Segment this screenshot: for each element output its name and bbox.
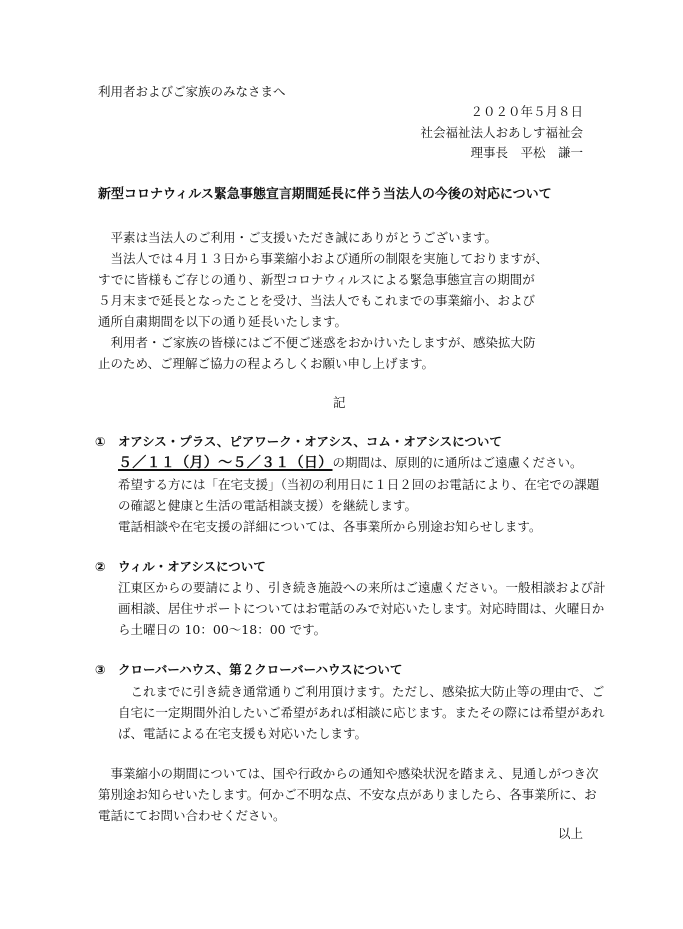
end-mark: 以上 xyxy=(557,826,583,841)
section-2-number: ② xyxy=(95,559,106,574)
section-2-line: ら土曜日の 10：00～18：00 です。 xyxy=(118,622,327,637)
section-3-number: ③ xyxy=(95,662,106,677)
closure-period-suffix: の期間は、原則的に通所はご遠慮ください。 xyxy=(332,455,583,470)
intro-line: ５月末まで延長となったことを受け、当法人でもこれまでの事業縮小、および xyxy=(98,293,536,308)
signer-name: 理事長 平松 謙一 xyxy=(470,145,583,160)
intro-line: 平素は当法人のご利用・ご支援いただき誠にありがとうございます。 xyxy=(98,230,498,245)
section-3-line: 自宅に一定期間外泊したいご希望があれば相談に応じます。またその際には希望があれ xyxy=(118,705,605,720)
section-2-line: 画相談、居住サポートについてはお電話のみで対応いたします。対応時間は、火曜日か xyxy=(118,601,605,616)
date-line: ２０２０年５月８日 xyxy=(470,104,583,119)
recipient-line: 利用者およびご家族のみなさまへ xyxy=(98,84,286,99)
section-1-number: ① xyxy=(95,434,106,449)
section-2-line: 江東区からの要請により、引き続き施設への来所はご遠慮ください。一般相談および計 xyxy=(118,580,606,595)
section-1-line: 希望する方には「在宅支援」（当初の利用日に１日２回のお電話により、在宅での課題 xyxy=(118,477,600,492)
section-3-heading: クローバーハウス、第２クローバーハウスについて xyxy=(118,662,403,677)
closing-line: 第別途お知らせいたします。何かご不明な点、不安な点がありましたら、各事業所に、お xyxy=(98,787,597,802)
section-1-period-line xyxy=(118,455,583,471)
section-1-line: の確認と健康と生活の電話相談支援）を継続します。 xyxy=(118,498,418,513)
intro-line: 利用者・ご家族の皆様にはご不便ご迷惑をおかけいたしますが、感染拡大防 xyxy=(98,335,536,350)
ki-mark: 記 xyxy=(333,395,346,410)
intro-line: すでに皆様もご存じの通り、新型コロナウィルスによる緊急事態宣言の期間が xyxy=(98,272,535,287)
document-title: 新型コロナウィルス緊急事態宣言期間延長に伴う当法人の今後の対応について xyxy=(98,187,552,202)
section-2-heading: ウィル・オアシスについて xyxy=(118,559,266,574)
intro-line: 当法人では４月１３日から事業縮小および通所の制限を実施しておりますが、 xyxy=(98,251,549,266)
intro-line: 止のため、ご理解ご協力の程よろしくお願い申し上げます。 xyxy=(98,356,435,371)
section-1-line: 電話相談や在宅支援の詳細については、各事業所から別途お知らせします。 xyxy=(118,519,542,534)
closing-line: 電話にてお問い合わせください。 xyxy=(98,808,286,823)
section-3-line: これまでに引き続き通常通りご利用頂けます。ただし、感染拡大防止等の理由で、ご xyxy=(118,684,605,699)
closing-line: 事業縮小の期間については、国や行政からの通知や感染状況を踏まえ、見通しがつき次 xyxy=(98,766,599,781)
closure-period: ５／１１（月）～５／３１（日） xyxy=(118,455,333,471)
intro-line: 通所自粛期間を以下の通り延長いたします。 xyxy=(98,314,348,329)
organization-name: 社会福祉法人おあしす福祉会 xyxy=(420,125,583,140)
section-3-line: ば、電話による在宅支援も対応いたします。 xyxy=(118,726,368,741)
section-1-heading: オアシス・プラス、ピアワーク・オアシス、コム・オアシスについて xyxy=(118,434,502,449)
